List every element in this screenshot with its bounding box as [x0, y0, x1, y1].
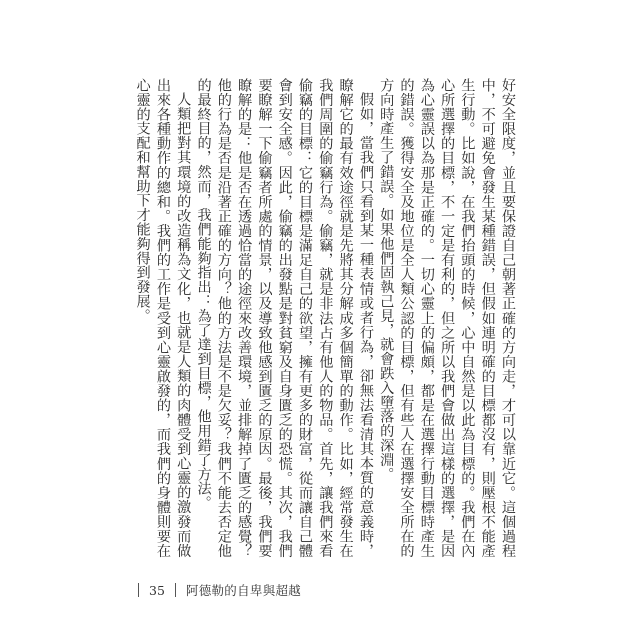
page-number: 35 [149, 582, 165, 598]
footer-divider-left [138, 583, 139, 597]
paragraph-2: 假如，當我們只看到某一種表情或者行為，卻無法看清其本質的意義時，瞭解它的最有效途徑就是先將其分解成多個簡單的動作。比如，經常發生在我們周圍的偷竊行為。偷竊，就是非法占有他人的物品。首先，讓我們來看偷竊的目標：它的目標是滿足自己的欲望，擁有更多的財富，從而讓自己體會到安全感。因此，偷竊的出發點是對貧窮及自身匱乏的恐慌。其次，我們要瞭解一下偷竊者所處的情景，以及導致他感到匱乏的原因。最後，我們要瞭解的是：他是否在透過恰當的途徑來改善環境，並排解掉了匱乏的感覺？他的行為是否是沿著正確的方向？他的方法是不是欠妥？我們不能去否定他的最終目的，然而，我們能夠指出：為了達到目標，他用錯了方法。 [195, 78, 374, 558]
body-text [132, 78, 518, 558]
book-title: 阿德勒的自卑與超越 [185, 583, 302, 598]
paragraph-1: 好安全限度，並且要保證自己朝著正確的方向走，才可以靠近它。這個過程中，不可避免會發生某種錯誤，但假如連明確的目標都沒有，則壓根不能產生行動。比如說，在我們抬頭的時候，心中自然是以此為目標的。我們在內心所選擇的目標，不一定是有利的，但之所以我們會做出這樣的選擇，是因為心靈誤以為那是正確的。一切心靈上的偏頗，都是在選擇行動目標時產生的錯誤。獲得安全及地位是全人類公認的目標，但有些人在選擇安全所在的方向時產生了錯誤。如果他們固執己見，就會跌入墮落的深淵。 [378, 78, 516, 558]
footer-divider-right [175, 583, 176, 597]
footer-row [138, 581, 301, 599]
paragraph-3: 人類把對其環境的改造稱為文化，也就是人類的肉體受到心靈的激發而做出來各種動作的總和。我們的工作是受到心靈啟發的，而我們的身體則要在心靈的支配和幫助下才能夠得到發展。 [134, 78, 192, 558]
page-footer [0, 581, 640, 605]
